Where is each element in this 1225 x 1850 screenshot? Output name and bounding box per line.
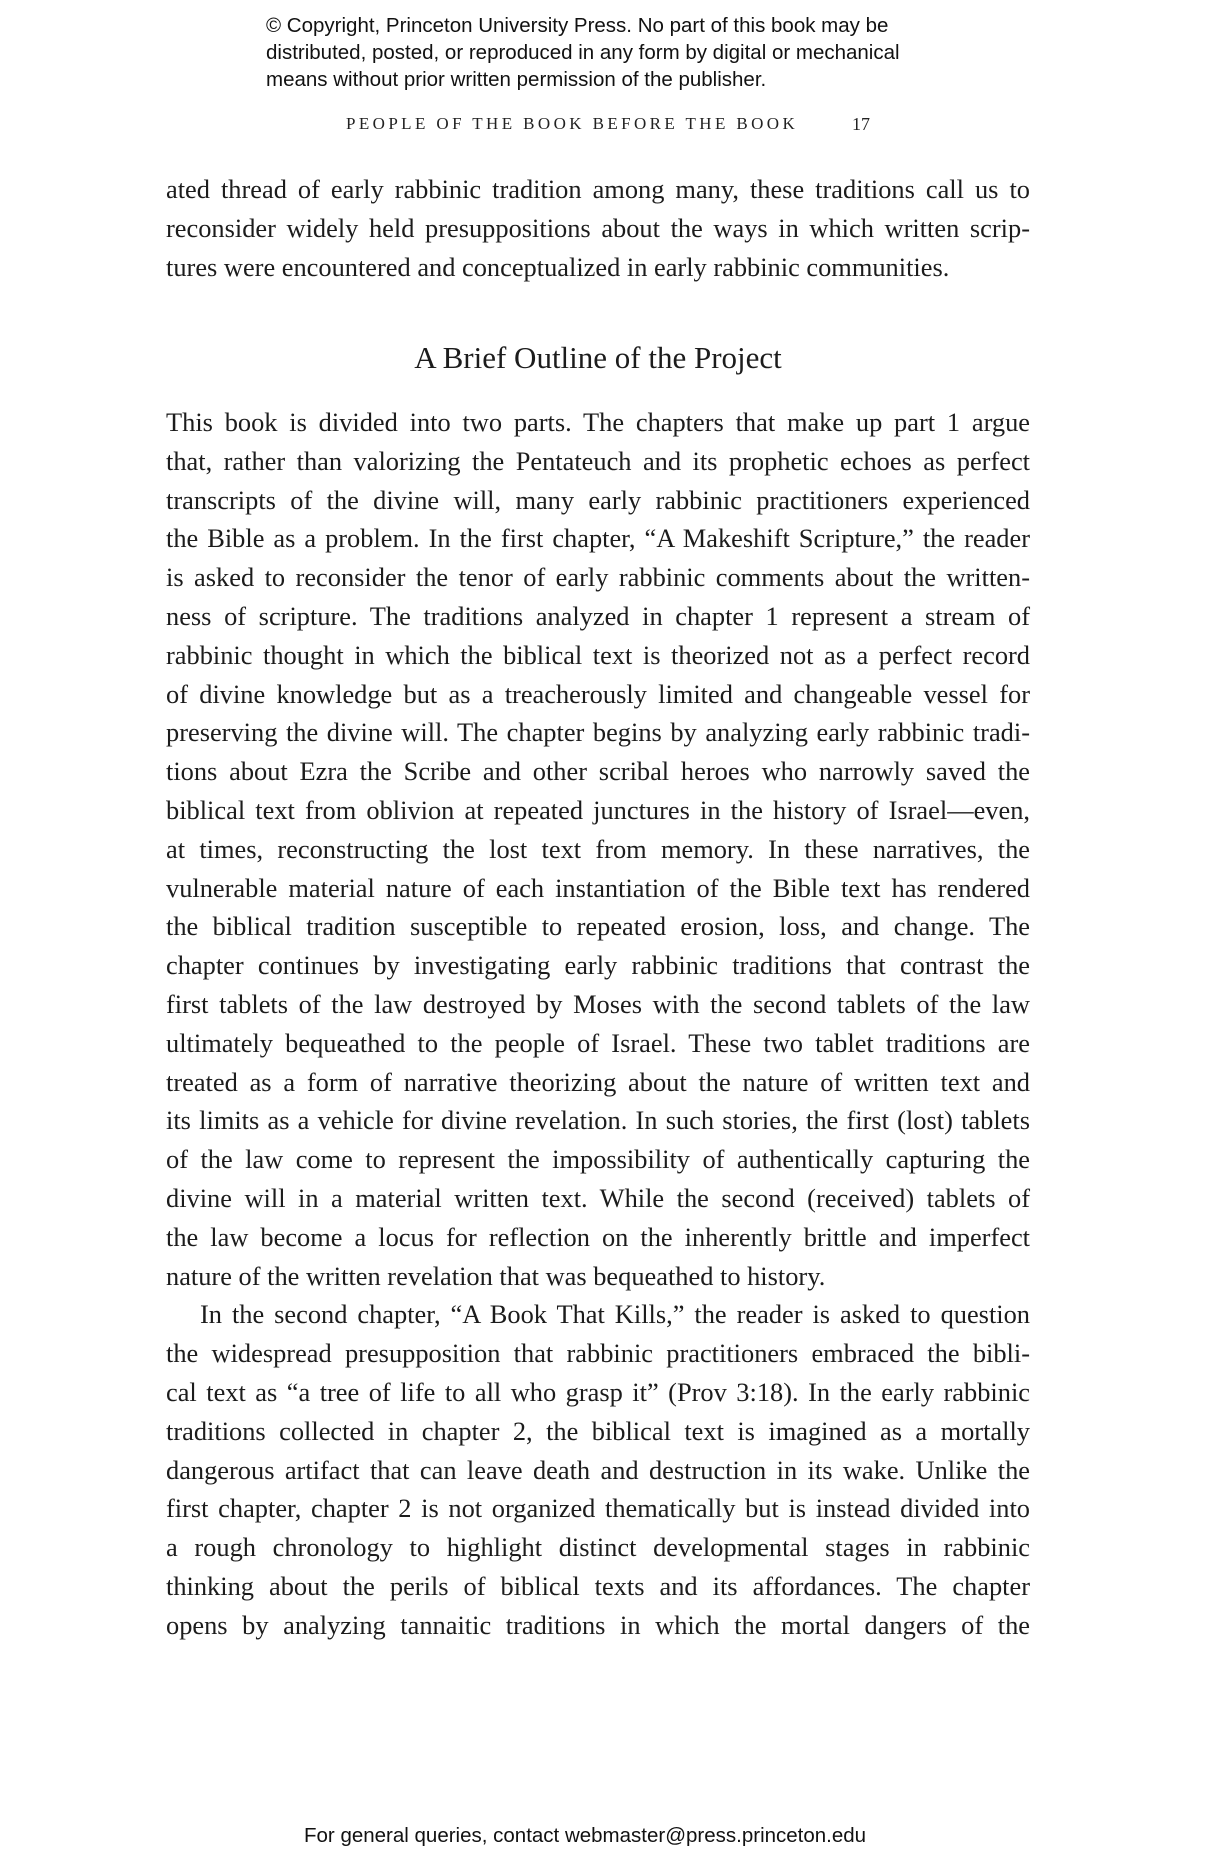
text-line: opens by analyzing tannaitic traditions in which the mortal dangers of the — [166, 1609, 1030, 1640]
text-line: a rough chronology to highlight distinct developmental stages in rabbinic — [166, 1532, 1030, 1563]
text-line: preserving the divine will. The chapter begins by analyzing early rabbinic tradi- — [166, 717, 1030, 748]
text-line: tions about Ezra the Scribe and other scribal heroes who narrowly saved the — [166, 756, 1030, 787]
page-number: 17 — [852, 114, 870, 134]
section-heading: A Brief Outline of the Project — [414, 340, 782, 375]
main-text — [166, 403, 1030, 1645]
text-line: reconsider widely held presuppositions about the ways in which written scrip- — [166, 212, 1030, 243]
text-line: vulnerable material nature of each instantiation of the Bible text has rendered — [166, 872, 1030, 903]
text-line: ultimately bequeathed to the people of Israel. These two tablet traditions are — [166, 1027, 1030, 1058]
paragraph-1 — [166, 403, 1030, 1295]
text-line: its limits as a vehicle for divine revelation. In such stories, the first (lost) tablets — [166, 1105, 1030, 1136]
text-line: of the law come to represent the impossibility of authentically capturing the — [166, 1144, 1030, 1175]
text-line: This book is divided into two parts. The chapters that make up part 1 argue — [166, 407, 1030, 437]
text-line: the widespread presupposition that rabbinic practitioners embraced the bibli- — [166, 1338, 1030, 1369]
running-head-title: PEOPLE OF THE BOOK BEFORE THE BOOK — [346, 114, 799, 133]
text-line: the biblical tradition susceptible to repeated erosion, loss, and change. The — [166, 911, 1030, 942]
text-line: dangerous artifact that can leave death and destruction in its wake. Unlike the — [166, 1454, 1030, 1485]
text-line: that, rather than valorizing the Pentateuch and its prophetic echoes as perfect — [166, 445, 1030, 476]
text-line: treated as a form of narrative theorizing about the nature of written text and — [166, 1066, 1030, 1097]
text-line: ated thread of early rabbinic tradition among many, these traditions call us to — [166, 174, 1030, 204]
text-line: at times, reconstructing the lost text from memory. In these narratives, the — [166, 833, 1030, 864]
text-line: thinking about the perils of biblical texts and its affordances. The chapter — [166, 1570, 1030, 1601]
text-line: In the second chapter, “A Book That Kills,” the reader is asked to question — [200, 1299, 1030, 1330]
text-line: cal text as “a tree of life to all who grasp it” (Prov 3:18). In the early rabbinic — [166, 1376, 1030, 1407]
text-line: first tablets of the law destroyed by Moses with the second tablets of the law — [166, 988, 1030, 1019]
text-line: the Bible as a problem. In the first chapter, “A Makeshift Scripture,” the reader — [166, 523, 1030, 554]
text-line: tures were encountered and conceptualized in early rabbinic communities. — [166, 251, 950, 282]
copyright-notice — [266, 12, 1046, 93]
copyright-line: © Copyright, Princeton University Press. No part of this book may be — [266, 14, 889, 37]
paragraph-2 — [166, 1295, 1030, 1644]
text-line: biblical text from oblivion at repeated junctures in the history of Israel—even, — [166, 794, 1030, 825]
copyright-line: distributed, posted, or reproduced in any form by digital or mechanical — [266, 41, 900, 64]
text-line: chapter continues by investigating early rabbinic traditions that contrast the — [166, 950, 1030, 981]
text-line: transcripts of the divine will, many early rabbinic practitioners experienced — [166, 484, 1030, 515]
footer-contact: For general queries, contact webmaster@press.princeton.edu — [304, 1824, 867, 1847]
text-line: nature of the written revelation that was bequeathed to history. — [166, 1260, 826, 1291]
text-line: divine will in a material written text. While the second (received) tablets of — [166, 1182, 1030, 1213]
text-line: the law become a locus for reflection on the inherently brittle and imperfect — [166, 1221, 1030, 1252]
text-line: ness of scripture. The traditions analyzed in chapter 1 represent a stream of — [166, 600, 1030, 631]
text-line: first chapter, chapter 2 is not organized thematically but is instead divided into — [166, 1493, 1030, 1524]
copyright-line: means without prior written permission of the publisher. — [266, 68, 767, 91]
text-line: of divine knowledge but as a treacherously limited and changeable vessel for — [166, 678, 1030, 709]
text-line: is asked to reconsider the tenor of early rabbinic comments about the written- — [166, 562, 1030, 593]
intro-paragraph — [166, 170, 1030, 286]
text-line: rabbinic thought in which the biblical text is theorized not as a perfect record — [166, 639, 1030, 670]
text-line: traditions collected in chapter 2, the biblical text is imagined as a mortally — [166, 1415, 1030, 1446]
